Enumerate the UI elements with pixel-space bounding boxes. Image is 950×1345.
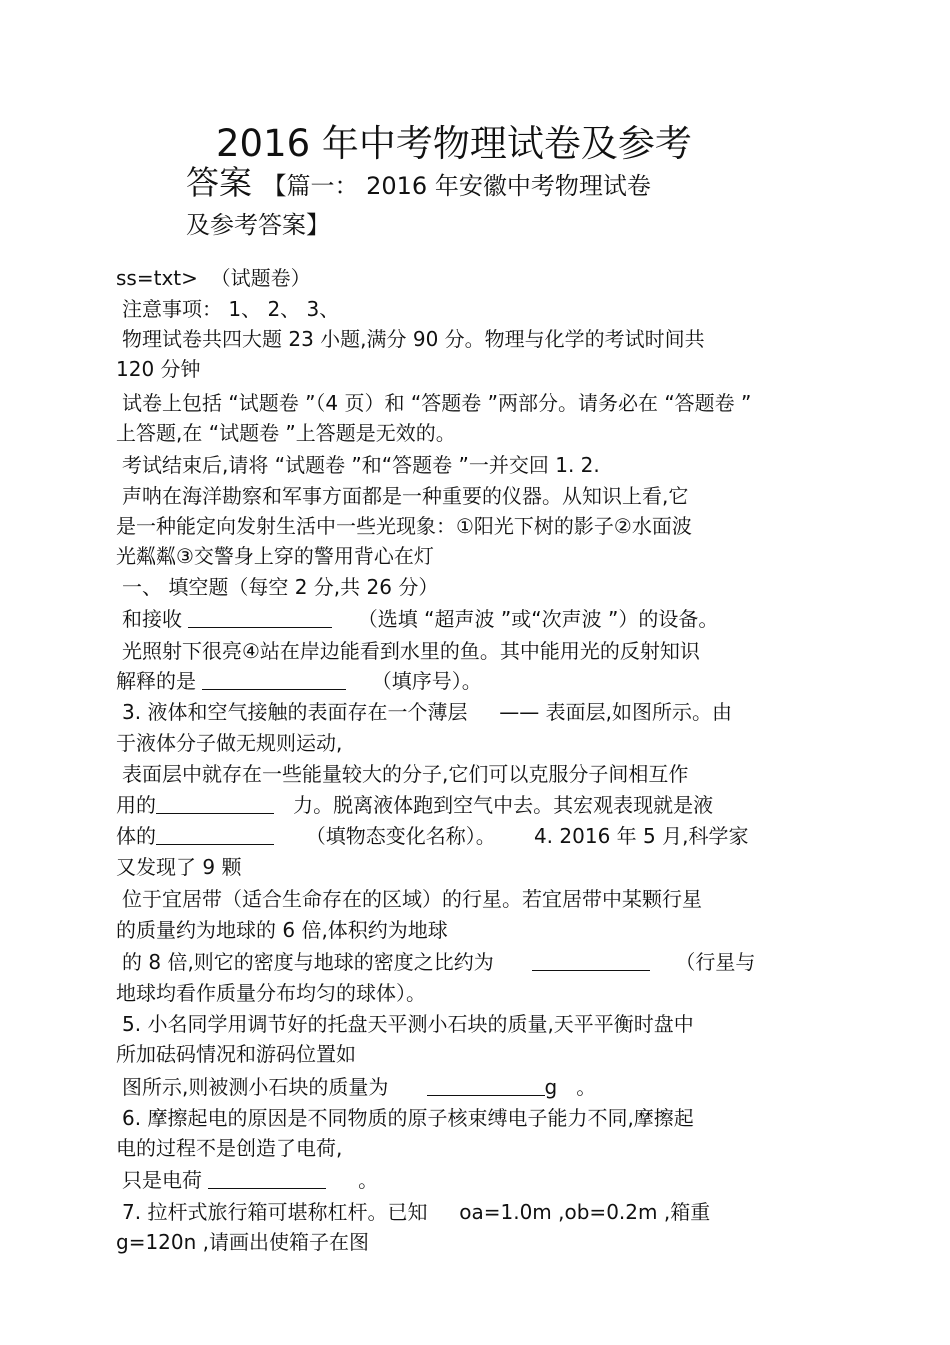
header-code: ss=txt> xyxy=(116,266,198,290)
q3-line-5-before: 体的 xyxy=(116,824,156,848)
q6-line-1: 6. 摩擦起电的原因是不同物质的原子核束缚电子能力不同,摩擦起 xyxy=(122,1106,694,1130)
notes-line-2: 120 分钟 xyxy=(116,357,201,381)
q2-text-after: （填序号）。 xyxy=(371,669,482,693)
intro-line-2: 是一种能定向发射生活中一些光现象：①阳光下树的影子②水面波 xyxy=(116,514,692,538)
question-1 xyxy=(122,607,718,631)
q2-line-2 xyxy=(116,669,482,693)
q3-line-1 xyxy=(122,700,732,724)
q4-start: 4. 2016 年 5 月,科学家 xyxy=(533,824,749,848)
q6-end: 。 xyxy=(358,1168,379,1192)
q4-line-4-before: 的 8 倍,则它的密度与地球的密度之比约为 xyxy=(122,950,494,974)
intro-line-1: 声呐在海洋勘察和军事方面都是一种重要的仪器。从知识上看,它 xyxy=(122,484,689,508)
title-main: 答案 xyxy=(186,163,252,202)
q5-unit: g xyxy=(544,1075,558,1099)
q2-text-before: 解释的是 xyxy=(116,669,196,693)
q3-line-1a: 3. 液体和空气接触的表面存在一个薄层 xyxy=(122,700,468,724)
q5-line-3-before: 图所示,则被测小石块的质量为 xyxy=(122,1075,389,1099)
notes-heading: 注意事项： 1、 2、 3、 xyxy=(122,297,340,321)
q3-line-4 xyxy=(116,793,713,817)
q5-line-1: 5. 小名同学用调节好的托盘天平测小石块的质量,天平平衡时盘中 xyxy=(122,1012,694,1036)
document-title-line-2 xyxy=(186,163,651,206)
q4-line-2: 位于宜居带（适合生命存在的区域）的行星。若宜居带中某颗行星 xyxy=(122,887,702,911)
q6-answer-blank xyxy=(208,1170,326,1189)
document-title-line-1: 2016 年中考物理试卷及参考 xyxy=(216,122,692,165)
q2-answer-blank xyxy=(202,671,346,690)
q4-line-3: 的质量约为地球的 6 倍,体积约为地球 xyxy=(116,918,448,942)
q3-line-3: 表面层中就存在一些能量较大的分子,它们可以克服分子间相互作 xyxy=(122,762,689,786)
q3-line-1b: —— 表面层,如图所示。由 xyxy=(499,700,732,724)
q5-end: 。 xyxy=(576,1075,597,1099)
header-label: （试题卷） xyxy=(210,266,311,290)
notes-line-5: 考试结束后,请将 “试题卷 ”和“答题卷 ”一并交回 1. 2. xyxy=(122,453,600,477)
q7-line-2: g=120n ,请画出使箱子在图 xyxy=(116,1230,370,1254)
q6-line-3-before: 只是电荷 xyxy=(122,1168,202,1192)
q4-line-5: 地球均看作质量分布均匀的球体）。 xyxy=(116,981,426,1005)
q3-blank-1 xyxy=(156,795,274,814)
intro-line-3: 光粼粼③交警身上穿的警用背心在灯 xyxy=(116,544,434,568)
q6-line-3 xyxy=(122,1168,378,1192)
title-sub: 【篇一： 2016 年安徽中考物理试卷 xyxy=(262,172,651,200)
q3-line-2: 于液体分子做无规则运动, xyxy=(116,731,343,755)
q3-line-4-before: 用的 xyxy=(116,793,156,817)
q1-text-before: 和接收 xyxy=(122,607,182,631)
notes-line-3: 试卷上包括 “试题卷 ”（4 页）和 “答题卷 ”两部分。请务必在 “答题卷 ” xyxy=(122,391,752,415)
header-line xyxy=(116,266,311,290)
notes-line-1: 物理试卷共四大题 23 小题,满分 90 分。物理与化学的考试时间共 xyxy=(122,327,705,351)
q7-line-1 xyxy=(122,1200,710,1224)
q2-line-1: 光照射下很亮④站在岸边能看到水里的鱼。其中能用光的反射知识 xyxy=(122,639,700,663)
q7-line-1a: 7. 拉杆式旅行箱可堪称杠杆。已知 xyxy=(122,1200,428,1224)
document-title-line-3: 及参考答案】 xyxy=(186,211,330,239)
q1-text-after: （选填 “超声波 ”或“次声波 ”）的设备。 xyxy=(357,607,719,631)
q4-line-1: 又发现了 9 颗 xyxy=(116,855,242,879)
q3-blank-2 xyxy=(156,826,274,845)
q7-line-1b: oa=1.0m ,ob=0.2m ,箱重 xyxy=(459,1200,711,1224)
q5-answer-blank xyxy=(427,1077,545,1096)
q3-line-4-after: 力。脱离液体跑到空气中去。其宏观表现就是液 xyxy=(293,793,714,817)
q6-line-2: 电的过程不是创造了电荷, xyxy=(116,1136,343,1160)
q4-line-4-after: （行星与 xyxy=(675,950,756,974)
q4-answer-blank xyxy=(532,952,650,971)
q3-line-5 xyxy=(116,824,748,848)
q5-line-3 xyxy=(122,1075,596,1099)
section-1-heading: 一、 填空题（每空 2 分,共 26 分） xyxy=(122,575,439,599)
q3-line-5-after: （填物态变化名称）。 xyxy=(305,824,496,848)
notes-line-4: 上答题,在 “试题卷 ”上答题是无效的。 xyxy=(116,421,456,445)
q1-answer-blank xyxy=(188,609,332,628)
q4-line-4 xyxy=(122,950,755,974)
q5-line-2: 所加砝码情况和游码位置如 xyxy=(116,1042,356,1066)
